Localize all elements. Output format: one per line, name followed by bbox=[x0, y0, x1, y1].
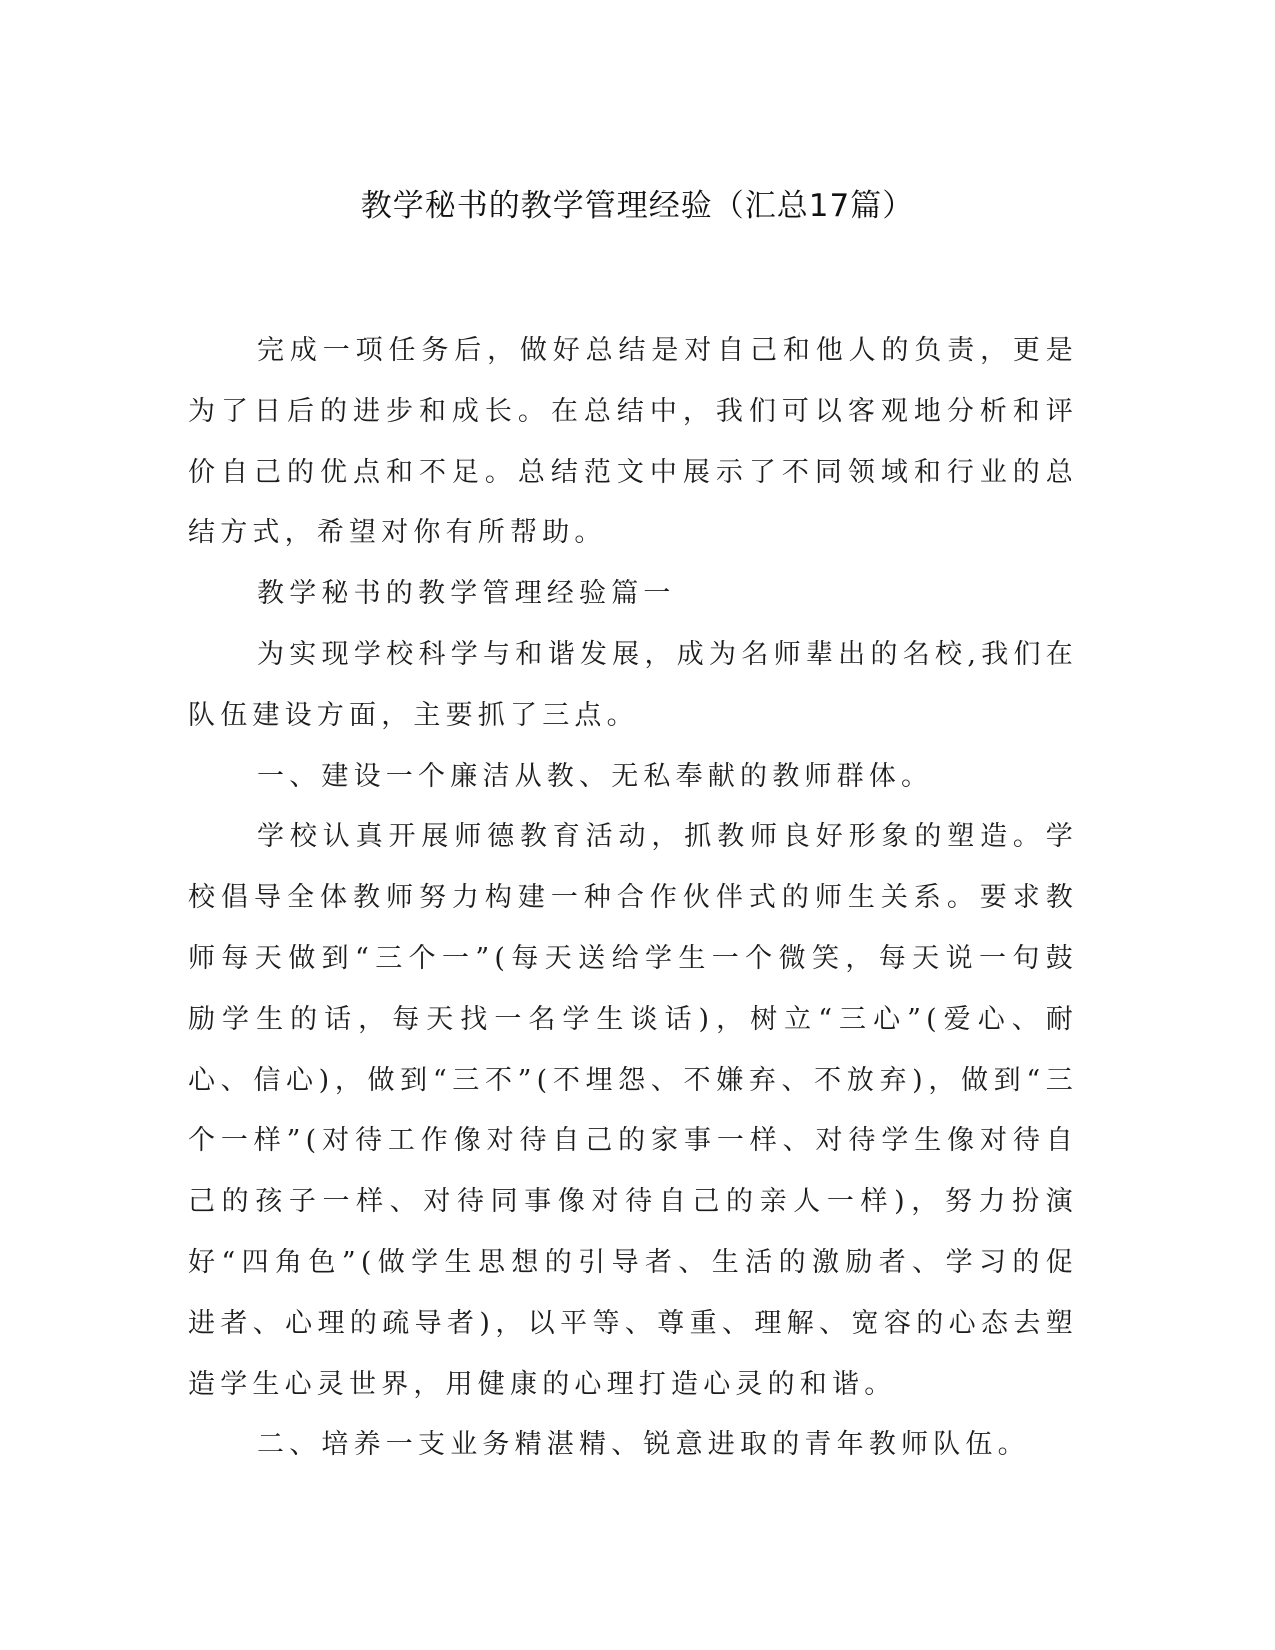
document-title: 教学秘书的教学管理经验（汇总17篇） bbox=[360, 188, 915, 224]
point-heading-1: 一、建设一个廉洁从教、无私奉献的教师群体。 bbox=[257, 760, 934, 792]
body-paragraph: 为实现学校科学与和谐发展，成为名师辈出的名校,我们在队伍建设方面，主要抓了三点。 bbox=[188, 638, 1078, 731]
section-heading: 教学秘书的教学管理经验篇一 bbox=[257, 578, 676, 610]
body-paragraph: 学校认真开展师德教育活动，抓教师良好形象的塑造。学校倡导全体教师努力构建一种合作伙伴式的师生关系。要求教师每天做到“三个一”(每天送给学生一个微笑，每天说一句鼓励学生的话，每天找一名学生谈话)，树立“三心”(爱心、耐心、信心)，做到“三不”(不埋怨、不嫌弃、不放弃)，做到“三个一样”(对待工作像对待自己的家事一样、对待学生像对待自己的孩子一样、对待同事像对待自己的亲人一样)，努力扮演好“四角色”(做学生思想的引导者、生活的激励者、学习的促进者、心理的疏导者)，以平等、尊重、理解、宽容的心态去塑造学生心灵世界，用健康的心理打造心灵的和谐。 bbox=[188, 821, 1078, 1400]
point-heading-2: 二、培养一支业务精湛精、锐意进取的青年教师队伍。 bbox=[257, 1429, 1030, 1461]
document-body bbox=[188, 321, 1078, 1476]
intro-paragraph: 完成一项任务后，做好总结是对自己和他人的负责，更是为了日后的进步和成长。在总结中，我们可以客观地分析和评价自己的优点和不足。总结范文中展示了不同领域和行业的总结方式，希望对你有所帮助。 bbox=[188, 335, 1078, 549]
